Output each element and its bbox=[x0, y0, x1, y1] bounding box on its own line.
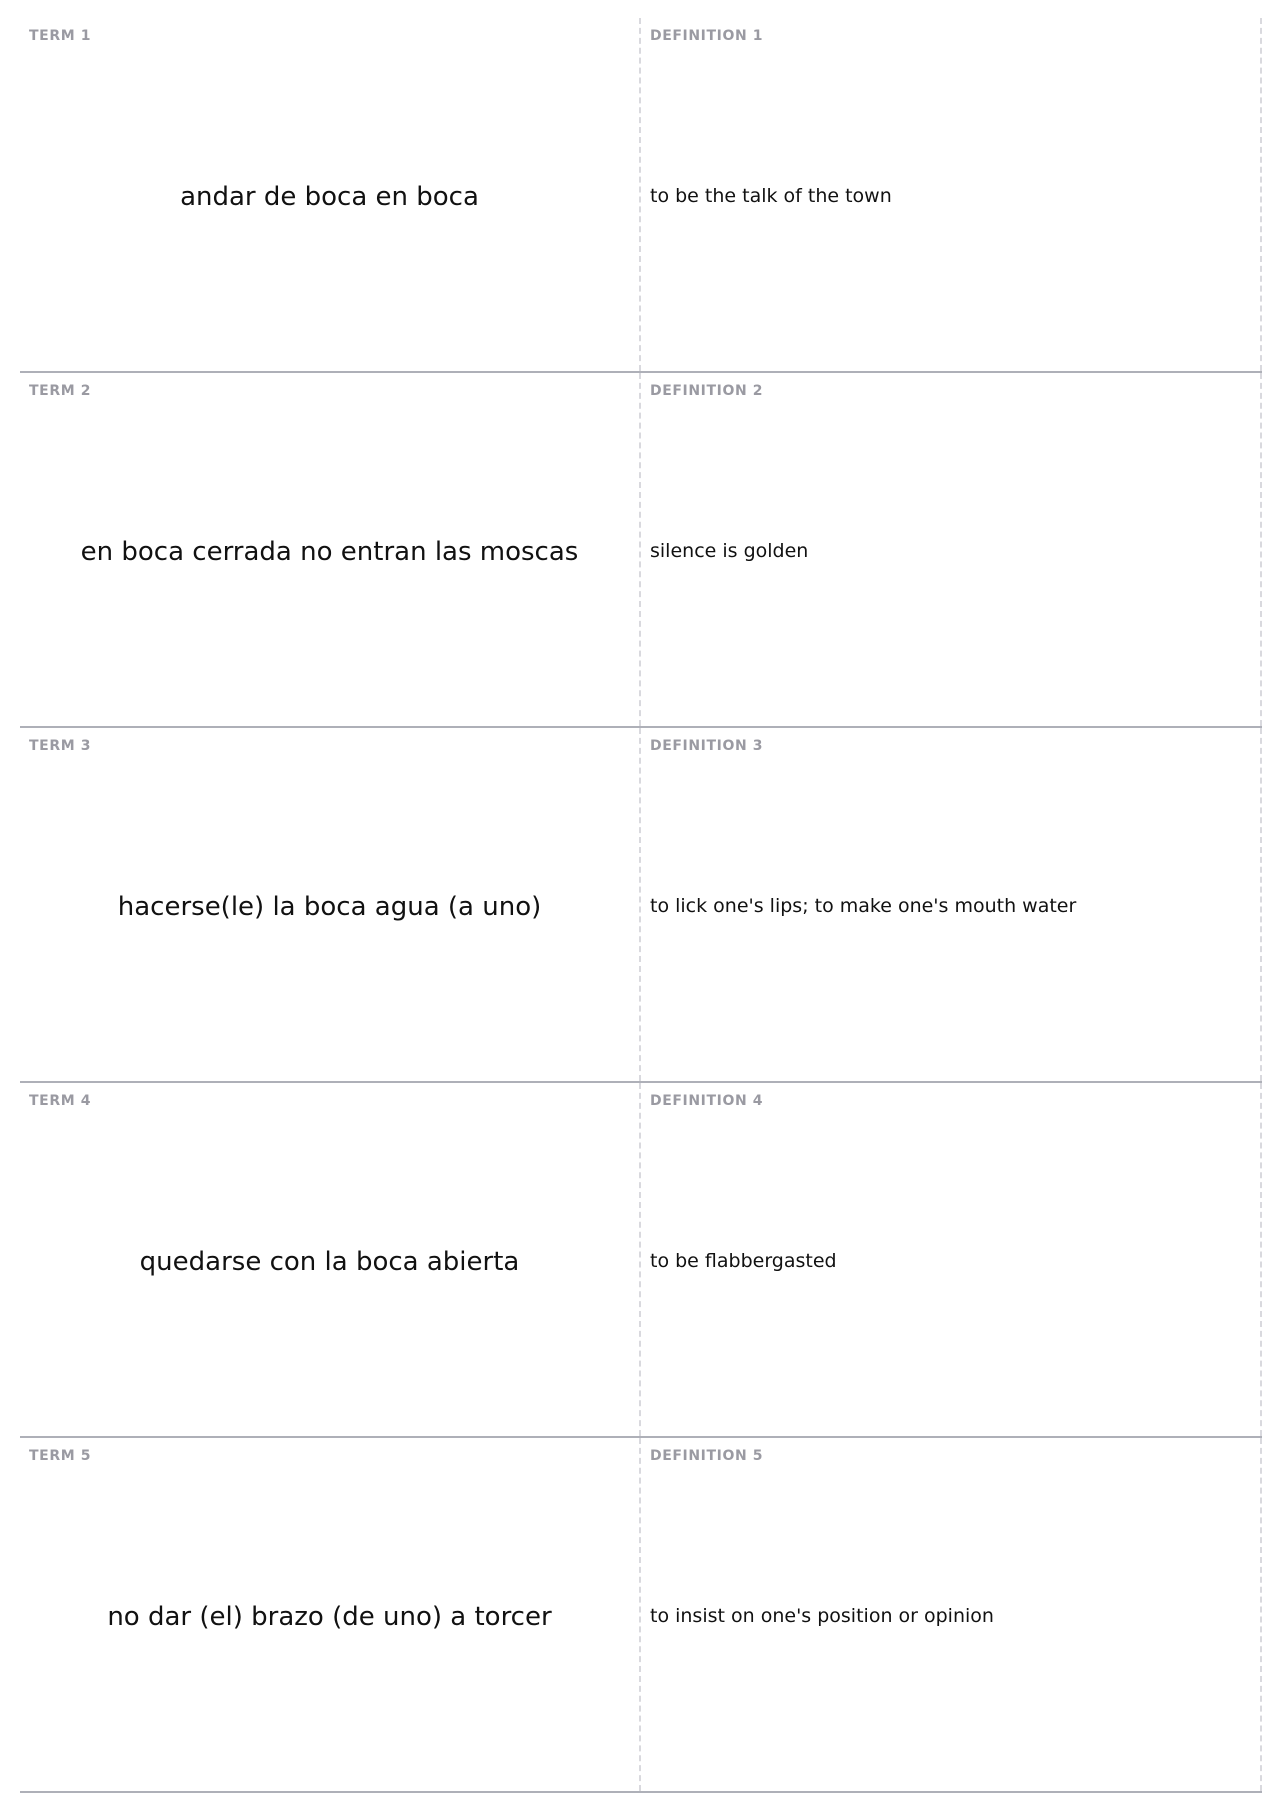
term-text: en boca cerrada no entran las moscas bbox=[80, 536, 579, 567]
definition-text: silence is golden bbox=[650, 539, 809, 562]
card-row bbox=[20, 18, 1262, 373]
term-text: no dar (el) brazo (de uno) a torcer bbox=[107, 1601, 552, 1632]
term-label: TERM 2 bbox=[29, 383, 92, 399]
definition-text: to insist on one's position or opinion bbox=[650, 1604, 994, 1627]
definition-label: DEFINITION 3 bbox=[650, 738, 764, 754]
card-row bbox=[20, 728, 1262, 1083]
card-row bbox=[20, 373, 1262, 728]
definition-text: to be flabbergasted bbox=[650, 1249, 837, 1272]
term-text: hacerse(le) la boca agua (a uno) bbox=[117, 891, 542, 922]
term-label: TERM 4 bbox=[29, 1093, 92, 1109]
definition-cell bbox=[641, 728, 1262, 1081]
definition-label: DEFINITION 2 bbox=[650, 383, 764, 399]
definition-text: to lick one's lips; to make one's mouth water bbox=[650, 894, 1077, 917]
term-cell bbox=[20, 373, 641, 726]
definition-text: to be the talk of the town bbox=[650, 184, 892, 207]
term-text: andar de boca en boca bbox=[180, 181, 479, 212]
flashcard-grid bbox=[20, 18, 1262, 1793]
term-label: TERM 3 bbox=[29, 738, 92, 754]
card-row bbox=[20, 1083, 1262, 1438]
definition-label: DEFINITION 1 bbox=[650, 28, 764, 44]
term-text: quedarse con la boca abierta bbox=[139, 1246, 520, 1277]
definition-cell bbox=[641, 1438, 1262, 1791]
definition-label: DEFINITION 5 bbox=[650, 1448, 764, 1464]
term-label: TERM 1 bbox=[29, 28, 92, 44]
term-label: TERM 5 bbox=[29, 1448, 92, 1464]
term-cell bbox=[20, 1083, 641, 1436]
term-cell bbox=[20, 728, 641, 1081]
definition-cell bbox=[641, 18, 1262, 371]
card-row bbox=[20, 1438, 1262, 1793]
definition-label: DEFINITION 4 bbox=[650, 1093, 764, 1109]
definition-cell bbox=[641, 373, 1262, 726]
term-cell bbox=[20, 1438, 641, 1791]
definition-cell bbox=[641, 1083, 1262, 1436]
term-cell bbox=[20, 18, 641, 371]
